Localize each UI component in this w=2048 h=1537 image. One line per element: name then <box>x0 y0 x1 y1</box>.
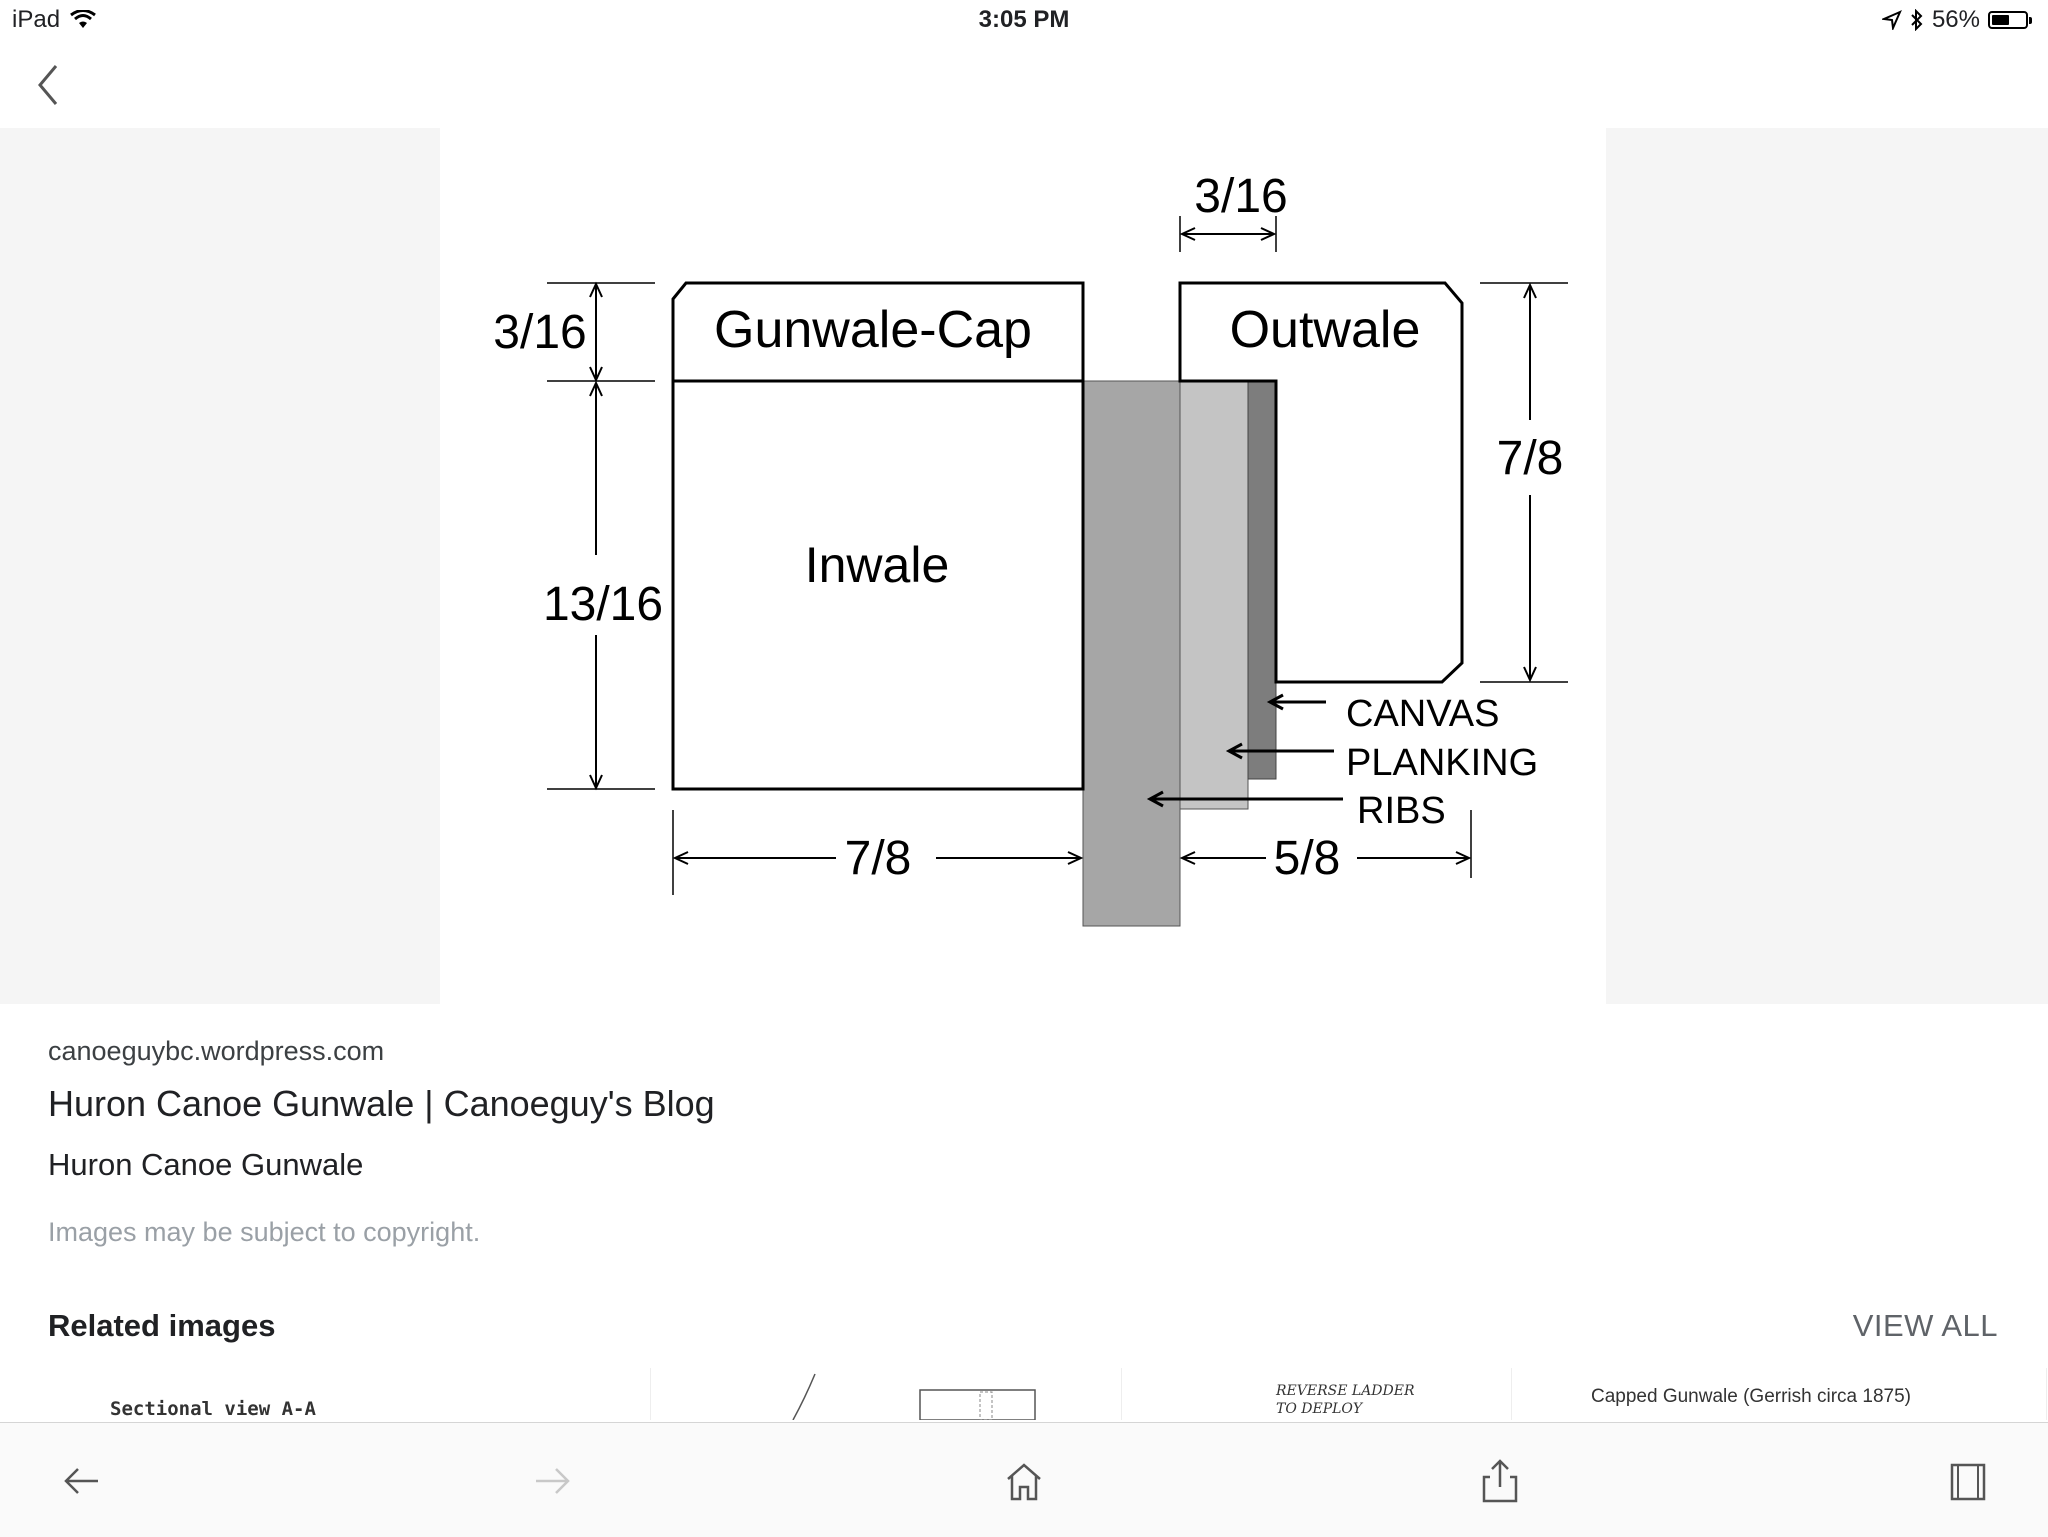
copyright-notice: Images may be subject to copyright. <box>48 1217 481 1247</box>
related-thumbnail[interactable] <box>1516 1368 2047 1420</box>
chevron-left-icon[interactable] <box>30 60 66 110</box>
device-name: iPad <box>12 6 61 33</box>
tabs-icon[interactable] <box>1944 1457 1992 1505</box>
bluetooth-icon <box>1910 9 1924 31</box>
home-icon[interactable] <box>1000 1457 1048 1505</box>
result-subtitle: Huron Canoe Gunwale <box>48 1147 364 1182</box>
location-arrow-icon <box>1882 10 1902 30</box>
canvas-label: CANVAS <box>1346 693 1500 735</box>
inwale-height-dimension: 13/16 <box>542 578 664 631</box>
related-thumbnails <box>0 1368 2048 1420</box>
thumbnail-caption: REVERSE LADDER TO DEPLOY <box>1276 1383 1415 1417</box>
outwale-width-dimension: 5/8 <box>1273 832 1341 885</box>
outwale-top-dimension: 3/16 <box>1194 170 1288 223</box>
thumbnail-sketch <box>655 1368 1121 1420</box>
gunwale-cap-label: Gunwale-Cap <box>714 301 1032 359</box>
image-viewer[interactable] <box>0 128 2048 1004</box>
forward-arrow-icon[interactable] <box>528 1457 576 1505</box>
ribs-label: RIBS <box>1357 790 1446 832</box>
planking-label: PLANKING <box>1346 742 1539 784</box>
battery-icon <box>1988 11 2028 29</box>
cap-height-dimension: 3/16 <box>493 306 587 359</box>
outwale-height-dimension: 7/8 <box>1496 432 1564 485</box>
inwale-width-dimension: 7/8 <box>844 832 912 885</box>
share-icon[interactable] <box>1476 1457 1524 1505</box>
thumbnail-caption: Capped Gunwale (Gerrish circa 1875) <box>1591 1386 1911 1407</box>
result-title[interactable]: Huron Canoe Gunwale | Canoeguy's Blog <box>48 1083 715 1124</box>
canvas-strip <box>1248 381 1276 779</box>
thumbnail-caption: Sectional view A-A <box>110 1398 316 1420</box>
related-thumbnail[interactable] <box>0 1368 651 1420</box>
ribs-strip <box>1083 381 1180 926</box>
outwale-label: Outwale <box>1229 301 1421 359</box>
back-arrow-icon[interactable] <box>58 1457 106 1505</box>
result-info <box>48 1036 715 1248</box>
related-thumbnail[interactable] <box>1126 1368 1512 1420</box>
gunwale-diagram <box>0 128 2048 1004</box>
related-images-heading: Related images <box>48 1308 276 1343</box>
view-all-button[interactable]: VIEW ALL <box>1852 1308 1998 1343</box>
bottom-toolbar <box>0 1422 2048 1537</box>
status-time: 3:05 PM <box>978 6 1070 33</box>
related-thumbnail[interactable] <box>655 1368 1122 1420</box>
source-domain[interactable]: canoeguybc.wordpress.com <box>48 1036 385 1066</box>
inwale-label: Inwale <box>804 537 950 593</box>
battery-percent: 56% <box>1931 6 1980 33</box>
status-right <box>1882 6 2028 34</box>
status-bar <box>0 0 2048 42</box>
